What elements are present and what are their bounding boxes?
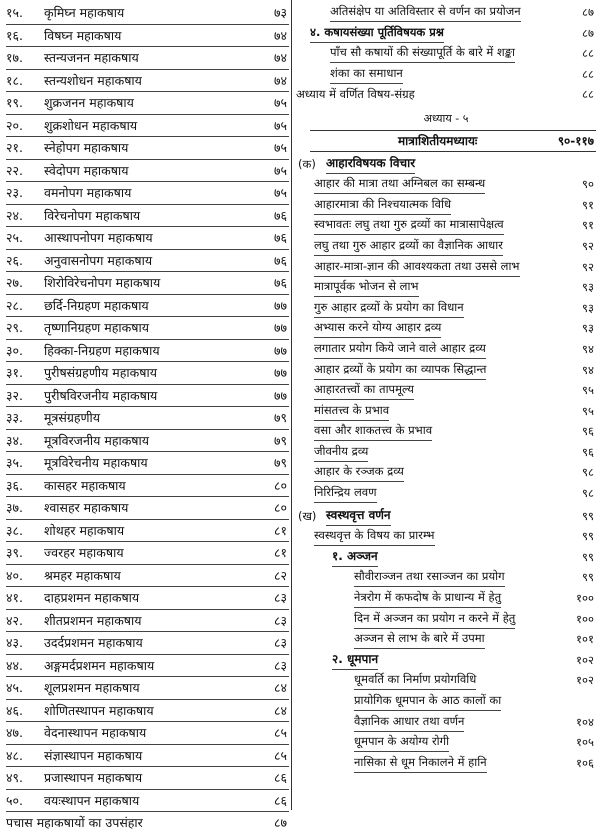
entry-page: ९३ (582, 280, 594, 295)
entry-page: ८१ (273, 522, 287, 538)
entry-page: १०१ (576, 632, 594, 647)
entry-number: ४१. (6, 590, 23, 605)
index-row (6, 182, 289, 205)
entry-title: शंका का समाधान (330, 64, 403, 84)
index-row (6, 610, 289, 633)
index-row (296, 442, 596, 463)
entry-number: ४४. (6, 657, 23, 673)
entry-title: नेत्ररोग में कफदोष के प्राधान्य में हेतु (354, 588, 501, 608)
index-row (296, 318, 596, 339)
index-row (296, 609, 596, 630)
entry-title: श्रमहर महाकषाय (44, 567, 121, 583)
entry-page: ९४ (582, 341, 594, 356)
entry-page: ९९ (582, 508, 594, 523)
index-row (296, 215, 596, 236)
entry-page: ८८ (582, 66, 594, 81)
index-row (296, 670, 596, 691)
entry-number: ३२. (6, 387, 23, 403)
entry-page: ९३ (582, 300, 594, 315)
entry-title: स्वेदोपग महाकषाय (44, 162, 129, 178)
index-row (296, 43, 596, 64)
index-row (6, 25, 289, 48)
entry-title: स्वभावतः लघु तथा गुरु द्रव्यों का मात्रासापेक्षत्व (314, 215, 504, 235)
entry-number: १८. (6, 72, 23, 88)
entry-title: पाँच सौ कषायों की संख्यापूर्ति के बारे में शङ्का (330, 43, 515, 63)
index-row (6, 790, 289, 813)
entry-title: अतिसंक्षेप या अतिविस्तार से वर्णन का प्रयोजन (330, 2, 521, 22)
subsection-heading: २. धूमपान (332, 650, 378, 670)
index-row (6, 137, 289, 160)
subsection-1-list (296, 567, 596, 649)
entry-title: शूलप्रशमन महाकषाय (44, 680, 140, 695)
entry-page: ८३ (273, 590, 287, 605)
index-row (296, 298, 596, 319)
section-heading: ४. कषायसंख्या पूर्तिविषयक प्रश्न (310, 23, 444, 43)
entry-title: लगातार प्रयोग किये जाने वाले आहार द्रव्य (314, 339, 486, 359)
entry-page: ७४ (273, 50, 287, 65)
entry-title: आहार की मात्रा तथा अग्निबल का सम्बन्ध (314, 174, 485, 194)
index-row (6, 47, 289, 70)
index-row (6, 430, 289, 453)
index-row (6, 722, 289, 745)
entry-page: ९४ (582, 362, 594, 377)
entry-page: ७७ (273, 320, 287, 335)
index-row (6, 340, 289, 363)
entry-title: अभ्यास करने योग्य आहार द्रव्य (314, 318, 441, 338)
index-row (296, 380, 596, 401)
entry-page: ७५ (273, 95, 287, 110)
index-row (296, 257, 596, 278)
entry-title: वसा और शाकतत्त्व के प्रभाव (314, 421, 432, 441)
entry-title: धूमवर्ति का निर्माण प्रयोगविधि (354, 670, 476, 690)
chapter-title-box (310, 130, 596, 152)
index-row (6, 295, 289, 318)
entry-page: ७६ (273, 207, 287, 223)
entry-title: प्रजास्थापन महाकषाय (44, 770, 143, 785)
entry-title: लघु तथा गुरु आहार द्रव्यों का वैज्ञानिक आधार (314, 236, 503, 256)
index-row (296, 629, 596, 650)
index-row (296, 23, 596, 44)
index-row (296, 64, 596, 85)
index-row (6, 497, 289, 520)
index-row (6, 700, 289, 723)
chapter-page-range: ९०-११७ (557, 133, 594, 148)
entry-number: २५. (6, 230, 23, 245)
index-row (6, 160, 289, 183)
index-row (296, 360, 596, 381)
entry-page: ८३ (273, 657, 287, 673)
entry-page: ८७ (582, 25, 594, 40)
entry-title: आस्थापनोपग महाकषाय (44, 230, 153, 245)
entry-number: ४८. (6, 747, 23, 763)
chapter-label-row (296, 109, 596, 130)
entry-page: ७९ (273, 410, 287, 425)
index-row (296, 174, 596, 195)
index-row (6, 227, 289, 250)
entry-number: २०. (6, 117, 23, 133)
entry-title: स्नेहोपग महाकषाय (44, 140, 129, 155)
entry-page: ९६ (582, 444, 594, 459)
entry-page: ७६ (273, 230, 287, 245)
section-a-list (296, 174, 596, 504)
entry-title: विषघ्न महाकषाय (44, 27, 122, 43)
entry-number: ४७. (6, 725, 23, 740)
index-row (6, 272, 289, 295)
index-row (296, 401, 596, 422)
index-row (296, 567, 596, 588)
entry-title: दाहप्रशमन महाकषाय (44, 590, 140, 605)
section-row (296, 154, 596, 175)
index-row (296, 526, 596, 547)
entry-title: स्वस्थवृत्त के विषय का प्रारम्भ (314, 526, 435, 546)
entry-title: मांसतत्त्व के प्रभाव (314, 401, 389, 421)
entry-title: दिन में अञ्जन का प्रयोग न करने में हेतु (354, 609, 515, 629)
entry-title: कासहर महाकषाय (44, 477, 126, 493)
entry-page: ९१ (582, 218, 594, 233)
index-row (6, 115, 289, 138)
section-marker: (क) (298, 156, 316, 171)
index-row (296, 588, 596, 609)
entry-title: संज्ञास्थापन महाकषाय (44, 747, 143, 763)
index-row (6, 677, 289, 700)
entry-title: स्तन्यशोधन महाकषाय (44, 72, 142, 88)
entry-number: १५. (6, 5, 23, 20)
entry-page: ८५ (273, 747, 287, 763)
entry-page: ७७ (273, 342, 287, 358)
entry-page: ९९ (582, 570, 594, 585)
chapter-label: अध्याय - ५ (423, 111, 469, 125)
entry-page: ८५ (273, 725, 287, 740)
entry-page: ७४ (273, 27, 287, 43)
entry-page: ८६ (273, 792, 287, 808)
entry-title: अङ्गमर्दप्रशमन महाकषाय (44, 657, 155, 673)
entry-page: १०० (576, 611, 594, 626)
entry-page: ९० (582, 177, 594, 192)
entry-page: ७६ (273, 275, 287, 290)
entry-number: ४३. (6, 635, 23, 650)
index-row (296, 712, 596, 733)
right-column (296, 2, 596, 773)
entry-page: ९६ (582, 424, 594, 439)
entry-number: ३६. (6, 477, 23, 493)
entry-title: ज्वरहर महाकषाय (44, 545, 124, 560)
entry-title: अध्याय में वर्णित विषय-संग्रह (296, 87, 415, 102)
entry-number: ४०. (6, 567, 23, 583)
index-row (296, 691, 596, 712)
index-row (6, 745, 289, 768)
entry-title: जीवनीय द्रव्य (314, 442, 368, 462)
entry-number: ४६. (6, 702, 23, 718)
index-row (6, 2, 289, 25)
index-row (296, 421, 596, 442)
index-row (6, 565, 289, 588)
entry-page: ९१ (582, 197, 594, 212)
entry-title: कृमिघ्न महाकषाय (44, 5, 125, 20)
index-row (296, 277, 596, 298)
entry-page: ७७ (273, 387, 287, 403)
entry-title: उदर्दप्रशमन महाकषाय (44, 635, 143, 650)
index-row (6, 317, 289, 340)
entry-title: आहार द्रव्यों के प्रयोग का व्यापक सिद्धान्त (314, 360, 486, 380)
entry-page: ७५ (273, 117, 287, 133)
entry-page: ७५ (273, 185, 287, 200)
entry-page: ९५ (582, 383, 594, 398)
entry-title: मूत्रविरेचनीय महाकषाय (44, 455, 148, 470)
entry-page: १०२ (576, 652, 594, 667)
entry-title: धूमपान के अयोग्य रोगी (354, 732, 449, 752)
entry-page: ८८ (582, 46, 594, 61)
entry-title: वयःस्थापन महाकषाय (44, 792, 140, 808)
entry-title: मूत्रसंग्रहणीय (44, 410, 101, 425)
entry-page: १०६ (576, 755, 594, 770)
entry-page: ९५ (582, 403, 594, 418)
entry-number: ४९. (6, 770, 23, 785)
column-divider (291, 0, 292, 810)
entry-page: ८७ (273, 815, 287, 830)
index-row (296, 2, 596, 23)
chapter-title: मात्राशितीयमध्यायः (398, 133, 478, 148)
entry-number: २४. (6, 207, 23, 223)
entry-title: मात्रापूर्वक भोजन से लाभ (314, 277, 419, 297)
index-row (6, 385, 289, 408)
entry-number: ४२. (6, 612, 23, 628)
entry-number: २९. (6, 320, 23, 335)
entry-number: १९. (6, 95, 23, 110)
entry-title: हिक्का-निग्रहण महाकषाय (44, 342, 160, 358)
entry-title: शीतप्रशमन महाकषाय (44, 612, 142, 628)
index-row (296, 732, 596, 753)
entry-page: ७९ (273, 432, 287, 448)
entry-title: वमनोपग महाकषाय (44, 185, 132, 200)
entry-title: छर्दि-निग्रहण महाकषाय (44, 297, 149, 313)
entry-title: तृष्णानिग्रहण महाकषाय (44, 320, 149, 335)
entry-page: ९३ (582, 321, 594, 336)
entry-title: शुक्रजनन महाकषाय (44, 95, 134, 110)
entry-number: ४५. (6, 680, 23, 695)
entry-page: १०० (576, 591, 594, 606)
entry-page: ८२ (273, 567, 287, 583)
entry-page: ७३ (273, 5, 287, 20)
entry-number: ३९. (6, 545, 23, 560)
index-row (6, 452, 289, 475)
index-row (296, 195, 596, 216)
index-row (6, 475, 289, 498)
entry-page: ७९ (273, 455, 287, 470)
entry-title: श्वासहर महाकषाय (44, 500, 129, 515)
index-row (6, 632, 289, 655)
left-column (6, 2, 289, 835)
entry-title: सौवीराञ्जन तथा रसाञ्जन का प्रयोग (354, 567, 505, 587)
index-row (6, 767, 289, 790)
entry-page: ८१ (273, 545, 287, 560)
entry-page: ८७ (582, 5, 594, 19)
entry-number: ३०. (6, 342, 23, 358)
entry-number: २८. (6, 297, 23, 313)
entry-title: आहारतत्त्वों का तापमूल्य (314, 380, 414, 400)
section-heading: स्वस्थवृत्त वर्णन (326, 506, 391, 526)
subsection-heading: १. अञ्जन (332, 547, 378, 567)
entry-title: शुक्रशोधन महाकषाय (44, 117, 138, 133)
entry-title: प्रायोगिक धूमपान के आठ कालों का (354, 691, 501, 711)
index-row (6, 407, 289, 430)
subsection-2-list (296, 670, 596, 773)
entry-title: गुरु आहार द्रव्यों के प्रयोग का विधान (314, 298, 464, 318)
entry-number: ३४. (6, 432, 23, 448)
entry-number: ३३. (6, 410, 23, 425)
entry-title: मूत्रविरजनीय महाकषाय (44, 432, 150, 448)
entry-number: २३. (6, 185, 23, 200)
entry-page: ९९ (582, 529, 594, 544)
entry-page: ७५ (273, 162, 287, 178)
entry-number: ३८. (6, 522, 23, 538)
entry-page: ७५ (273, 140, 287, 155)
entry-title: पुरीषविरजनीय महाकषाय (44, 387, 158, 403)
index-row (6, 655, 289, 678)
entry-page: ८३ (273, 612, 287, 628)
entry-number: १७. (6, 50, 23, 65)
entry-title: पुरीषसंग्रहणीय महाकषाय (44, 365, 157, 380)
entry-title: निरिन्द्रिय लवण (314, 483, 377, 503)
entry-title: आहार-मात्रा-ज्ञान की आवश्यकता तथा उससे लाभ (314, 257, 520, 277)
entry-page: १०५ (576, 735, 594, 750)
entry-page: ७७ (273, 297, 287, 313)
entry-page: ९८ (582, 465, 594, 480)
entry-page: ७४ (273, 72, 287, 88)
section-marker: (ख) (298, 508, 317, 523)
entry-title: नासिका से धूम निकालने में हानि (354, 753, 487, 773)
entry-page: ९२ (582, 259, 594, 274)
index-row (296, 483, 596, 504)
entry-number: २६. (6, 252, 23, 268)
index-row (296, 753, 596, 774)
entry-title: अञ्जन से लाभ के बारे में उपमा (354, 629, 485, 649)
section-row (296, 506, 596, 527)
entry-page: ८० (273, 477, 287, 493)
entry-page: ८० (273, 500, 287, 515)
entry-page: ९८ (582, 486, 594, 501)
index-row (6, 542, 289, 565)
index-row (6, 92, 289, 115)
subsection-row (296, 650, 596, 671)
section-heading: आहारविषयक विचार (326, 154, 415, 174)
index-row (6, 587, 289, 610)
entry-number: ३५. (6, 455, 23, 470)
entry-page: १०२ (576, 673, 594, 688)
entry-title: वेदनास्थापन महाकषाय (44, 725, 147, 740)
entry-number: ३७. (6, 500, 23, 515)
index-row (6, 250, 289, 273)
entry-number: १६. (6, 27, 23, 43)
entry-title: अनुवासनोपग महाकषाय (44, 252, 153, 268)
entry-number: ५०. (6, 792, 23, 808)
entry-number: २१. (6, 140, 23, 155)
entry-title: विरेचनोपग महाकषाय (44, 207, 141, 223)
entry-page: ८४ (273, 702, 287, 718)
entry-title: स्तन्यजनन महाकषाय (44, 50, 139, 65)
entry-number: २७. (6, 275, 23, 290)
index-row (296, 236, 596, 257)
entry-title: पचास महाकषायों का उपसंहार (6, 815, 143, 830)
entry-page: ७६ (273, 252, 287, 268)
entry-title: आहारमात्रा की निश्चयात्मक विधि (314, 195, 451, 215)
entry-page: ८६ (273, 770, 287, 785)
index-row (296, 339, 596, 360)
entry-page: ८४ (273, 680, 287, 695)
entry-title: शोणितस्थापन महाकषाय (44, 702, 154, 718)
entry-page: १०४ (576, 714, 594, 729)
entry-page: ८८ (582, 87, 594, 102)
index-row (6, 70, 289, 93)
index-row (6, 812, 289, 835)
index-row (6, 520, 289, 543)
entry-title: वैज्ञानिक आधार तथा वर्णन (354, 712, 464, 732)
entry-page: ९९ (582, 549, 594, 564)
entry-title: शिरोविरेचनोपग महाकषाय (44, 275, 161, 290)
entry-number: ३१. (6, 365, 23, 380)
entry-title: शोथहर महाकषाय (44, 522, 125, 538)
index-row (296, 462, 596, 483)
subsection-row (296, 547, 596, 568)
index-row (6, 362, 289, 385)
index-row (6, 205, 289, 228)
entry-page: ८३ (273, 635, 287, 650)
entry-page: ९२ (582, 238, 594, 253)
entry-page: ७७ (273, 365, 287, 380)
entry-number: २२. (6, 162, 23, 178)
entry-title: आहार के रञ्जक द्रव्य (314, 462, 404, 482)
index-row (296, 84, 596, 105)
